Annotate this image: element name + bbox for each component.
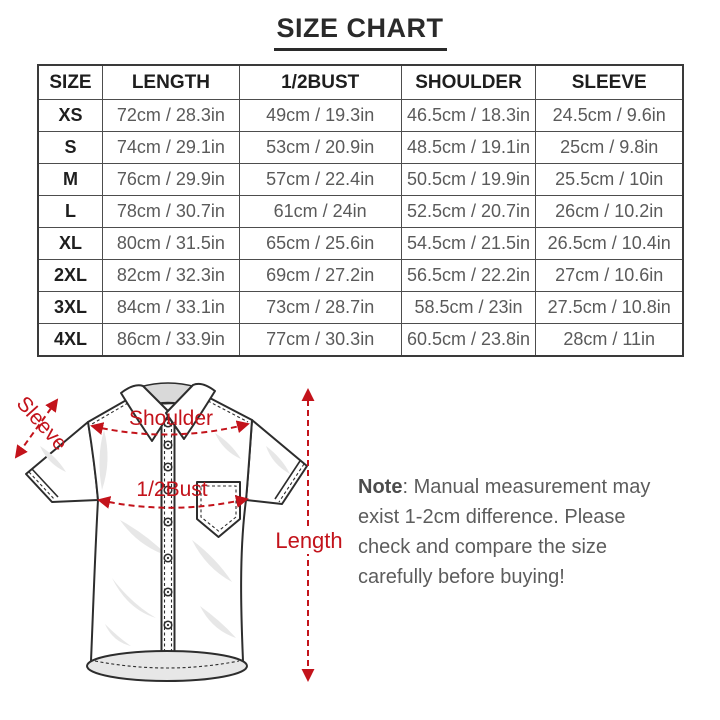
shoulder-cell: 56.5cm / 22.2in	[401, 260, 536, 292]
size-cell: L	[38, 196, 103, 228]
length-cell: 80cm / 31.5in	[103, 228, 240, 260]
length-cell: 76cm / 29.9in	[103, 164, 240, 196]
sleeve-cell: 26.5cm / 10.4in	[536, 228, 683, 260]
sleeve-cell: 24.5cm / 9.6in	[536, 100, 683, 132]
sleeve-cell: 25cm / 9.8in	[536, 132, 683, 164]
half-bust-cell: 53cm / 20.9in	[239, 132, 401, 164]
size-row-xl	[38, 228, 683, 260]
size-row-m	[38, 164, 683, 196]
size-cell: 4XL	[38, 324, 103, 357]
size-cell: 3XL	[38, 292, 103, 324]
size-cell: XS	[38, 100, 103, 132]
column-header-sleeve: SLEEVE	[536, 65, 683, 100]
length-cell: 74cm / 29.1in	[103, 132, 240, 164]
sleeve-cell: 25.5cm / 10in	[536, 164, 683, 196]
length-cell: 86cm / 33.9in	[103, 324, 240, 357]
button	[164, 588, 172, 596]
shoulder-cell: 54.5cm / 21.5in	[401, 228, 536, 260]
size-row-s	[38, 132, 683, 164]
size-row-4xl	[38, 324, 683, 357]
size-row-l	[38, 196, 683, 228]
shoulder-cell: 46.5cm / 18.3in	[401, 100, 536, 132]
column-header-halfbust: 1/2BUST	[239, 65, 401, 100]
half-bust-cell: 61cm / 24in	[239, 196, 401, 228]
button	[164, 554, 172, 562]
size-table-header-row	[38, 65, 683, 100]
sleeve-label: Sleeve	[11, 392, 72, 456]
shoulder-cell: 50.5cm / 19.9in	[401, 164, 536, 196]
button	[164, 621, 172, 629]
column-header-shoulder: SHOULDER	[401, 65, 536, 100]
shoulder-cell: 60.5cm / 23.8in	[401, 324, 536, 357]
shoulder-label: Shoulder	[128, 407, 214, 430]
note-label: Note	[358, 476, 403, 498]
size-cell: XL	[38, 228, 103, 260]
hem-band	[87, 651, 247, 681]
half-bust-cell: 57cm / 22.4in	[239, 164, 401, 196]
size-cell: S	[38, 132, 103, 164]
button	[164, 463, 172, 471]
shirt-measurement-diagram	[0, 378, 360, 720]
size-row-xs	[38, 100, 683, 132]
half-bust-cell: 73cm / 28.7in	[239, 292, 401, 324]
length-cell: 84cm / 33.1in	[103, 292, 240, 324]
half-bust-cell: 69cm / 27.2in	[239, 260, 401, 292]
size-table	[37, 64, 684, 357]
page-title: SIZE CHART	[274, 13, 447, 51]
shoulder-cell: 48.5cm / 19.1in	[401, 132, 536, 164]
title-wrap	[0, 13, 720, 51]
button	[164, 518, 172, 526]
length-cell: 78cm / 30.7in	[103, 196, 240, 228]
size-cell: 2XL	[38, 260, 103, 292]
half-bust-cell: 65cm / 25.6in	[239, 228, 401, 260]
size-row-3xl	[38, 292, 683, 324]
button	[164, 441, 172, 449]
sleeve-cell: 27cm / 10.6in	[536, 260, 683, 292]
note-body: : Manual measurement may exist 1-2cm difference. Please check and compare the size carefully before buying!	[358, 476, 651, 588]
sleeve-cell: 26cm / 10.2in	[536, 196, 683, 228]
size-row-2xl	[38, 260, 683, 292]
sleeve-cell: 28cm / 11in	[536, 324, 683, 357]
shoulder-cell: 52.5cm / 20.7in	[401, 196, 536, 228]
column-header-length: LENGTH	[103, 65, 240, 100]
shoulder-cell: 58.5cm / 23in	[401, 292, 536, 324]
column-header-size: SIZE	[38, 65, 103, 100]
half-bust-cell: 49cm / 19.3in	[239, 100, 401, 132]
length-label: Length	[275, 528, 343, 553]
size-cell: M	[38, 164, 103, 196]
half-bust-label: 1/2Bust	[136, 478, 208, 501]
length-cell: 82cm / 32.3in	[103, 260, 240, 292]
sleeve-cell: 27.5cm / 10.8in	[536, 292, 683, 324]
half-bust-cell: 77cm / 30.3in	[239, 324, 401, 357]
measurement-note	[358, 472, 670, 592]
length-cell: 72cm / 28.3in	[103, 100, 240, 132]
